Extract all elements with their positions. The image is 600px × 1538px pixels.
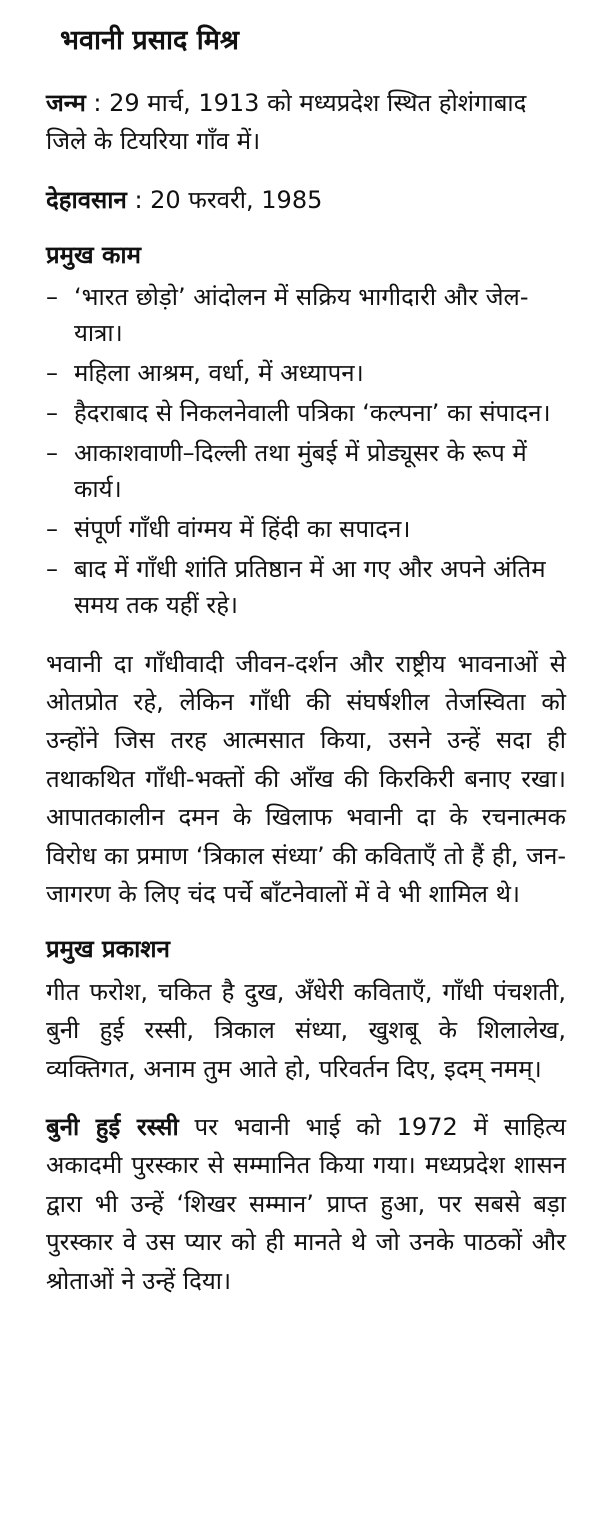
death-info bbox=[46, 181, 566, 219]
publications-heading: प्रमुख प्रकाशन bbox=[46, 935, 170, 964]
award-paragraph bbox=[46, 1108, 566, 1300]
birth-label: जन्म bbox=[46, 88, 86, 117]
publications-text: गीत फरोश, चकित है दुख, अँधेरी कविताएँ, गाँधी पंचशती, बुनी हुई रस्सी, त्रिकाल संध्या, खुशबू के शिलालेख, व्यक्तिगत, अनाम तुम आते हो, परिवर्तन दिए, इदम् नमम्। bbox=[46, 977, 566, 1083]
work-item: – हैदराबाद से निकलनेवाली पत्रिका ‘कल्पना’ का संपादन। bbox=[46, 398, 551, 427]
award-book-title: बुनी हुई रस्सी bbox=[46, 1113, 179, 1142]
work-item-text: महिला आश्रम, वर्धा, में अध्यापन। bbox=[74, 358, 364, 387]
work-item-text: हैदराबाद से निकलनेवाली पत्रिका ‘कल्पना’ का संपादन। bbox=[74, 398, 551, 427]
work-item: – महिला आश्रम, वर्धा, में अध्यापन। bbox=[46, 358, 364, 387]
death-label: देहावसान bbox=[46, 185, 127, 214]
works-list bbox=[46, 279, 566, 623]
work-item: – ‘भारत छोड़ो’ आंदोलन में सक्रिय भागीदारी और जेल-यात्रा। bbox=[46, 282, 529, 347]
death-text: : 20 फरवरी, 1985 bbox=[126, 185, 323, 214]
bio-paragraph: भवानी दा गाँधीवादी जीवन-दर्शन और राष्ट्रीय भावनाओं से ओतप्रोत रहे, लेकिन गाँधी की संघर्षशील तेजस्विता को उन्होंने जिस तरह आत्मसात किया, उसने उन्हें सदा ही तथाकथित गाँधी-भक्तों की आँख की किरकिरी बनाए रखा। आपातकालीन दमन के खिलाफ भवानी दा के रचनात्मक विरोध का प्रमाण ‘त्रिकाल संध्या’ की कविताएँ तो हैं ही, जन-जागरण के लिए चंद पर्चे बाँटनेवालों में वे भी शामिल थे। bbox=[46, 649, 566, 908]
birth-text: : 29 मार्च, 1913 को मध्यप्रदेश स्थित होशंगाबाद जिले के टियरिया गाँव में। bbox=[46, 88, 527, 156]
work-item-text: बाद में गाँधी शांति प्रतिष्ठान में आ गए और अपने अंतिम समय तक यहीं रहे। bbox=[74, 554, 546, 619]
birth-info bbox=[46, 84, 566, 161]
award-text: पर भवानी भाई को 1972 में साहित्य अकादमी पुरस्कार से सम्मानित किया गया। मध्यप्रदेश शासन द्वारा भी उन्हें ‘शिखर सम्मान’ प्राप्त हुआ, पर सबसे बड़ा पुरस्कार वे उस प्यार को ही मानते थे जो उनके पाठकों और श्रोताओं ने उन्हें दिया। bbox=[46, 1113, 566, 1295]
work-item-text: ‘भारत छोड़ो’ आंदोलन में सक्रिय भागीदारी और जेल-यात्रा। bbox=[74, 282, 529, 347]
works-heading: प्रमुख काम bbox=[46, 240, 141, 269]
work-item-text: संपूर्ण गाँधी वांग्मय में हिंदी का सपादन। bbox=[74, 514, 411, 543]
work-item-text: आकाशवाणी–दिल्ली तथा मुंबई में प्रोड्यूसर के रूप में कार्य। bbox=[74, 438, 527, 503]
work-item: – बाद में गाँधी शांति प्रतिष्ठान में आ गए और अपने अंतिम समय तक यहीं रहे। bbox=[46, 554, 546, 619]
page-title: भवानी प्रसाद मिश्र bbox=[60, 25, 239, 56]
work-item: – आकाशवाणी–दिल्ली तथा मुंबई में प्रोड्यूसर के रूप में कार्य। bbox=[46, 438, 527, 503]
work-item: – संपूर्ण गाँधी वांग्मय में हिंदी का सपादन। bbox=[46, 514, 411, 543]
